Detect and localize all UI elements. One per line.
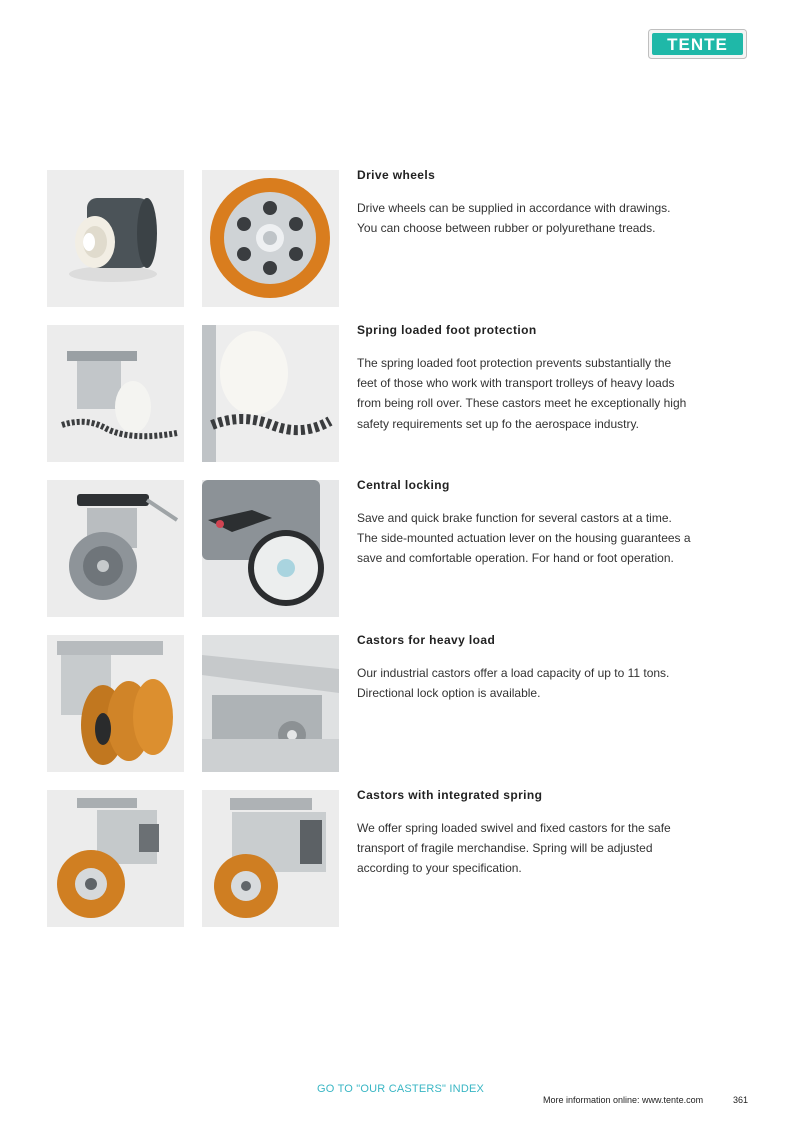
- heavy-load-directional-lock-photo: [202, 635, 339, 772]
- section-description: Our industrial castors offer a load capacity of up to 11 tons. Directional lock option is available.: [357, 666, 670, 701]
- central-locking-lever-photo: [202, 480, 339, 617]
- drive-wheel-hub-photo: [47, 170, 184, 307]
- section-title: Central locking: [357, 478, 450, 492]
- polyurethane-drive-wheel-photo: [202, 170, 339, 307]
- footer-info: More information online: www.tente.com: [543, 1095, 704, 1105]
- section-title: Castors for heavy load: [357, 633, 496, 647]
- foot-protection-castor-photo: [47, 325, 184, 462]
- section-title: Drive wheels: [357, 168, 436, 182]
- central-locking-castor-photo: [47, 480, 184, 617]
- section-title: Spring loaded foot protection: [357, 323, 537, 337]
- our-casters-index-link[interactable]: GO TO "OUR CASTERS" INDEX: [317, 1083, 485, 1095]
- section-spring-loaded-foot-protection: [0, 325, 794, 462]
- heavy-load-castor-photo: [47, 635, 184, 772]
- svg-text:TENTE: TENTE: [667, 35, 728, 54]
- page-number: 361: [733, 1095, 749, 1105]
- spring-swivel-castor-photo: [47, 790, 184, 927]
- section-description: Drive wheels can be supplied in accordance with drawings. You can choose between rubber or polyurethane treads.: [357, 201, 671, 236]
- section-description: Save and quick brake function for several castors at a time. The side-mounted actuation lever on the housing guarantees a save and comfortable operation. For hand or foot operation.: [357, 511, 691, 566]
- tente-logo: [648, 29, 747, 59]
- spring-fixed-castor-photo: [202, 790, 339, 927]
- section-description: We offer spring loaded swivel and fixed castors for the safe transport of fragile merchandise. Spring will be adjusted according to your specification.: [357, 821, 671, 876]
- section-description: The spring loaded foot protection prevents substantially the feet of those who work with transport trolleys of heavy loads from being roll over. These castors meet he exceptionally high safety requirements set up fo the aerospace industry.: [357, 356, 687, 431]
- section-drive-wheels: [0, 170, 794, 307]
- section-castors-for-heavy-load: [0, 635, 794, 772]
- section-title: Castors with integrated spring: [357, 788, 543, 802]
- foot-protection-detail-photo: [202, 325, 339, 462]
- section-central-locking: [0, 480, 794, 617]
- section-castors-with-integrated-spring: [0, 790, 794, 927]
